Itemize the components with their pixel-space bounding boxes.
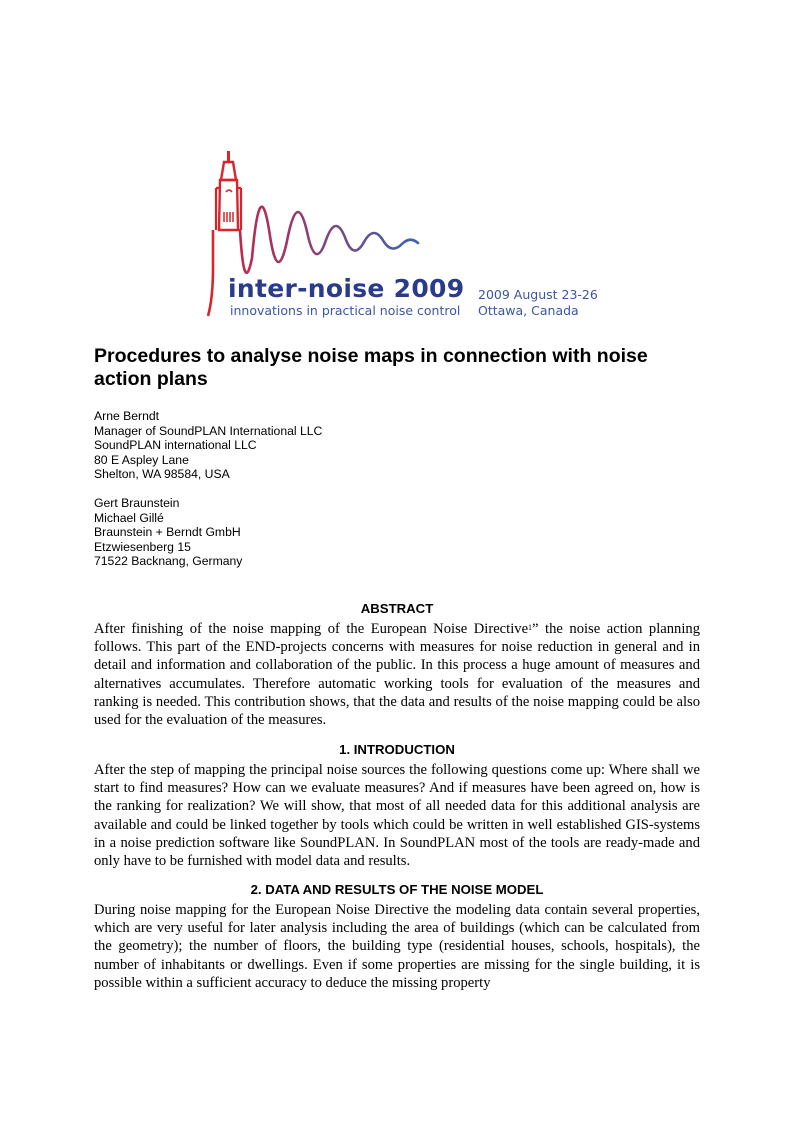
author-line: Gert Braunstein [94,496,180,510]
conference-dates: 2009 August 23-26 [478,287,598,302]
author-line: Braunstein + Berndt GmbH [94,525,241,539]
conference-location: Ottawa, Canada [478,303,579,318]
section2-heading: 2. DATA AND RESULTS OF THE NOISE MODEL [250,882,544,897]
author-block-1 [94,409,322,482]
logo-tagline: innovations in practical noise control [230,303,461,318]
author-line: SoundPLAN international LLC [94,438,257,452]
author-block-2 [94,496,242,569]
introduction-heading: 1. INTRODUCTION [339,742,455,757]
author-line: Manager of SoundPLAN International LLC [94,423,323,438]
reference-mark: 1 [528,623,533,632]
abstract-text [94,620,700,729]
abstract-heading: ABSTRACT [360,601,434,616]
abstract-text-part: After finishing of the noise mapping of the European Noise Directive [94,621,529,637]
author-line: 71522 Backnang, Germany [94,554,243,568]
author-line: Etzwiesenberg 15 [94,539,191,554]
section2-text: During noise mapping for the European Noise Directive the modeling data contain several properties, which are very useful for later analysis including the area of buildings (which can be calculated from the geometry); the number of floors, the building type (residential houses, schools, hospitals), the number of inhabitants or dwellings. Even if some properties are missing for the single building, it is possible within a sufficient accuracy to deduce the missing property [94,902,700,991]
author-line: Michael Gillé [94,510,164,525]
author-line: Shelton, WA 98584, USA [94,467,230,481]
author-line: 80 E Aspley Lane [94,452,189,467]
abstract-text-part: ” the noise action planning follows. This part of the END-projects concerns with measures for noise reduction in general and in detail and information and collaboration of the public. In this process a huge amount of measures and alternatives accumulates. Therefore automatic working tools for evaluation of the measures and ranking is needed. This contribution shows, that the data and results of the noise mapping could be also used for the evaluation of the measures. [94,621,700,729]
logo-wordmark: inter-noise 2009 [228,274,465,303]
author-line: Arne Berndt [94,409,160,423]
introduction-text: After the step of mapping the principal noise sources the following questions come up: Where shall we start to find measures? How can we evaluate measures? And if measures have been agreed on, how is the ranking for realization? We will show, that most of all needed data for this additional analysis are available and could be linked together by tools which could be written in well established GIS-systems in a noise prediction software like SoundPLAN. In SoundPLAN most of the tools are ready-made and only have to be furnished with model data and results. [94,762,700,870]
sound-wave-icon [240,207,418,273]
paper-title: Procedures to analyse noise maps in connection with noise action plans [94,345,648,390]
